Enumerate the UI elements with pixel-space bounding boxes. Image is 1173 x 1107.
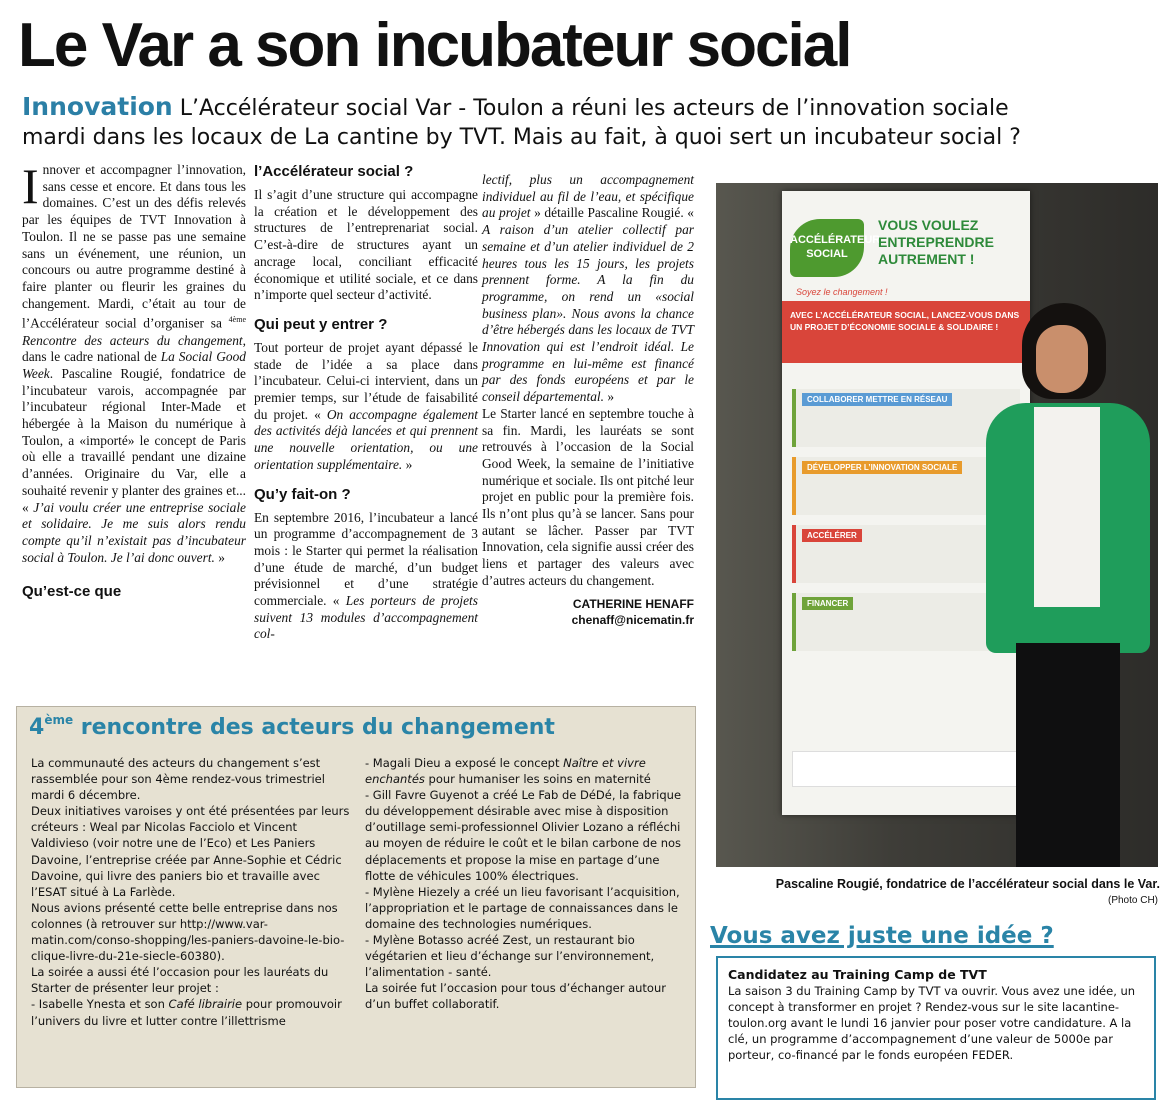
paragraph-definition: Il s’agit d’une structure qui accompagne la création et le développement des structures de l’entreprenariat social. C’est-à-dire de structures ayant un ancrage local, conciliant efficacité économique et utilité sociale, et ce dans n’importe quel secteur d’activité. bbox=[254, 187, 478, 303]
author-email[interactable]: chenaff@nicematin.fr bbox=[571, 612, 694, 627]
paragraph-starter: Le Starter lancé en septembre touche à sa fin. Mardi, les lauréats se sont retrouvés à l’occasion de la Social Good Week, la semaine de l’initiative numérique et sociale. Ils ont pitché leur projet en public pour la première fois. Ils n’ont plus qu’à se lancer. Sans pour autant se lâcher. Passer par TVT Innovation, cela signifie aussi créer des liens et partager des valeurs avec d’autres acteurs du changement. bbox=[482, 405, 694, 588]
box-column-right: - Magali Dieu a exposé le concept Naître et vivre enchantés pour humaniser les soins en maternité - Gill Favre Guyenot a créé Le Fab de DéDé, la fabrique du développement désirable avec mise à disposition d’outillage semi-professionnel Olivier Lozano a réfléchi au moyen de réduire le coût et le bilan carbone de nos déplacements et propose la mise en partage d’une flotte de véhicules 100% électriques. - Mylène Hiezely a créé un lieu favorisant l’acquisition, l’appropriation et le partage de connaissances dans le domaine des technologies numériques. - Mylène Botasso acréé Zest, un restaurant bio végétarien et lieu d’échange sur l’environnement, l’alimentation - santé. La soirée fut l’occasion pour tous d’échanger autour d’un buffet collaboratif. bbox=[365, 756, 682, 1012]
banner-subline: Soyez le changement ! bbox=[796, 287, 888, 297]
paragraph-quote: lectif, plus un accompagnement individuel au fil de l’eau, et spécifique au projet » détaille Pascaline Rougié. « A raison d’un atelier collectif par semaine et d’un atelier individuel de 2 heures tous les 15 jours, les projets prennent forme. A la fin du programme, on rend un «social business plan». Nous avons la chance d’être hébergés dans les locaux de TVT Innovation qui est l’endroit idéal. Le programme en lui-même est financé par des fonds européens et par le conseil départemental. » bbox=[482, 172, 694, 405]
banner-headline: VOUS VOULEZ ENTREPRENDRE AUTREMENT ! bbox=[878, 217, 994, 267]
kicker: Innovation bbox=[22, 92, 173, 121]
article-column-1 bbox=[22, 158, 246, 607]
subheading-qu-y-fait-on: Qu’y fait-on ? bbox=[254, 485, 351, 503]
banner-section-4: FINANCER bbox=[792, 593, 1020, 651]
photo-credit: (Photo CH) bbox=[1107, 895, 1158, 906]
article-photo bbox=[716, 183, 1158, 867]
sidebar-box-rencontre bbox=[16, 706, 696, 1088]
banner-section-3: ACCÉLÉRER bbox=[792, 525, 1020, 583]
deck bbox=[22, 92, 1162, 152]
idea-heading: Candidatez au Training Camp de TVT bbox=[728, 967, 987, 982]
box-title: 4ème rencontre des acteurs du changement bbox=[29, 713, 555, 740]
box-column-left: La communauté des acteurs du changement s’est rassemblée pour son 4ème rendez-vous trimestriel mardi 6 décembre. Deux initiatives varoises y ont été présentées par leurs créteurs : Weal par Nicolas Facciolo et Vincent Valdivieso (voir notre une de l’Eco) et Les Paniers Davoine, l’entreprise créée par Anne-Sophie et Cédric Davoine, qui livre des paniers bio et travaille avec l’ESAT situé à La Farlède. Nous avions présenté cette belle entreprise dans nos colonnes (à retrouver sur http://www.var-matin.com/conso-shopping/les-paniers-davoine-le-bio-clique-livre-du-21e-siecle-60380). La soirée a aussi été l’occasion pour les lauréats du Starter de présenter leur projet : - Isabelle Ynesta et son Café librairie pour promouvoir l’univers du livre et lutter contre l’illettrisme bbox=[31, 756, 350, 1028]
author-name: CATHERINE HENAFF bbox=[572, 596, 694, 611]
paragraph-entry: Tout porteur de projet ayant dépassé le stade de l’idée a sa place dans l’incubateur. Celui-ci intervient, dans un premier temps, sur l’étude de faisabilité du projet. « On accompagne également des activités déjà lancées et qui prennent une nouvelle orientation, ou une orientation supplémentaire. » bbox=[254, 339, 478, 472]
person-figure bbox=[966, 303, 1156, 867]
intro-paragraph: Innover et accompagner l’innovation, sans cesse et encore. Et dans tous les domaines. C’est un des défis relevés par les équipes de TVT Innovation à Toulon. Il ne se passe pas une semaine sans un événement, une réunion, un concours ou autre programme destiné à faire planter ou fleurir les graines du changement. Mardi, c’était au tour de l’Accélérateur social d’organiser sa $^{4ème}$ Rencontre des acteurs du changement, dans le cadre national de La Social Good Week. Pascaline Rougié, fondatrice de l’incubateur varois, accompagnée par l’incubateur régional Inter-Made et hébergée à la Maison du numérique à Toulon, a «importé» le concept de Paris où elle a travaillé pendant une dizaine d’années. Originaire du Var, elle a souhaité revenir y planter des graines et... « J’ai voulu créer une entreprise sociale et solidaire. Je me suis alors rendu compte qu’il n’existait pas d’incubateur social à Toulon. Je l’ai donc ouvert. » bbox=[22, 158, 246, 565]
subheading-qu-est-ce-que: Qu’est-ce que bbox=[22, 583, 122, 601]
byline bbox=[482, 596, 694, 628]
banner-section-1: COLLABORER METTRE EN RÉSEAU bbox=[792, 389, 1020, 447]
idea-box bbox=[716, 956, 1156, 1100]
deck-line-2: mardi dans les locaux de La cantine by TVT. Mais au fait, à quoi sert un incubateur social ? bbox=[22, 125, 1021, 150]
headline: Le Var a son incubateur social bbox=[18, 11, 851, 80]
article-column-2 bbox=[254, 162, 478, 643]
subheading-qui-peut-y-entrer: Qui peut y entrer ? bbox=[254, 315, 388, 333]
deck-line-1: L’Accélérateur social Var - Toulon a réuni les acteurs de l’innovation sociale bbox=[179, 96, 1009, 121]
subheading-accelerateur: l’Accélérateur social ? bbox=[254, 163, 414, 180]
article-column-3 bbox=[482, 172, 694, 628]
banner-red-panel: AVEC L’ACCÉLÉRATEUR SOCIAL, LANCEZ-VOUS DANS UN PROJET D’ÉCONOMIE SOCIALE & SOLIDAIRE ! bbox=[782, 301, 1030, 363]
paragraph-program: En septembre 2016, l’incubateur a lancé un programme d’accompagnement de 3 mois : le Starter qui permet la réalisation d’une étude de marché, d’un budget prévisionnel et d’une stratégie commerciale. « Les porteurs de projets suivent 13 modules d’accompagnement col- bbox=[254, 509, 478, 642]
idea-text: La saison 3 du Training Camp by TVT va ouvrir. Vous avez une idée, un concept à transformer en projet ? Rendez-vous sur le site lacantine-toulon.org avant le lundi 16 janvier pour poser votre candidature. A la clé, un programme d’accompagnement d’une valeur de 5000e par porteur, co-financé par le fonds européen FEDER. bbox=[728, 984, 1136, 1062]
idea-title: Vous avez juste une idée ? bbox=[710, 923, 1054, 949]
photo-caption: Pascaline Rougié, fondatrice de l’accélérateur social dans le Var. bbox=[775, 877, 1160, 891]
banner-logo: ACCÉLÉRATEUR SOCIAL bbox=[790, 219, 864, 277]
drop-cap: I bbox=[22, 158, 39, 214]
banner-section-2: DÉVELOPPER L’INNOVATION SOCIALE bbox=[792, 457, 1020, 515]
